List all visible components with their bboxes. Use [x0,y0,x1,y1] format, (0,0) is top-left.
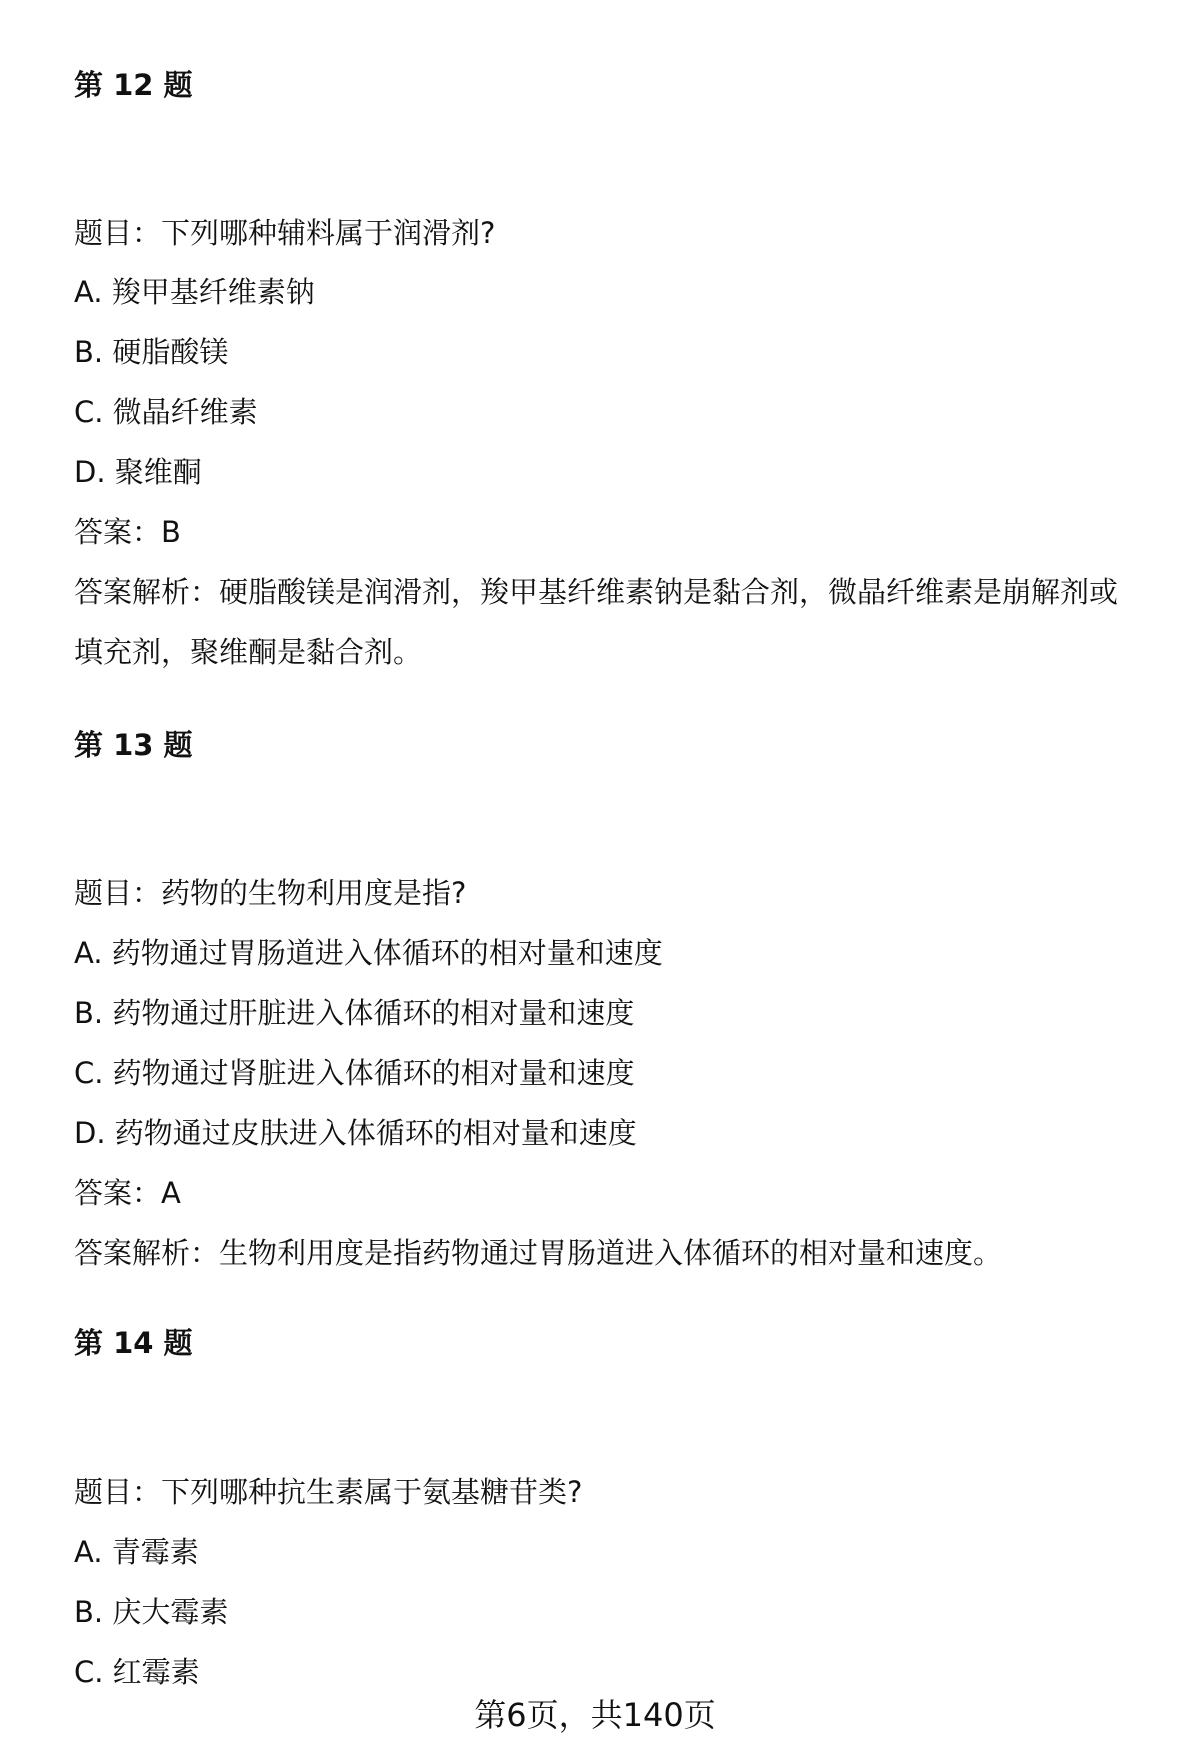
question-14-prompt: 题目：下列哪种抗生素属于氨基糖苷类? [74,1475,583,1509]
question-12-answer: 答案：B [74,515,181,549]
question-13-explanation-line-1: 答案解析：生物利用度是指药物通过胃肠道进入体循环的相对量和速度。 [74,1236,1003,1270]
page-number: 第6页，共140页 [474,1696,716,1734]
question-14-option-b: B. 庆大霉素 [74,1595,229,1629]
question-14-option-c: C. 红霉素 [74,1655,200,1689]
question-14-option-a: A. 青霉素 [74,1535,199,1569]
question-12-explanation-line-1: 答案解析：硬脂酸镁是润滑剂，羧甲基纤维素钠是黏合剂，微晶纤维素是崩解剂或 [74,575,1119,609]
question-12-option-b: B. 硬脂酸镁 [74,335,229,369]
question-13-option-c: C. 药物通过肾脏进入体循环的相对量和速度 [74,1056,635,1090]
question-12-prompt: 题目：下列哪种辅料属于润滑剂? [74,216,496,250]
question-13-answer: 答案：A [74,1176,181,1210]
question-13-heading: 第 13 题 [74,728,193,762]
question-13-option-b: B. 药物通过肝脏进入体循环的相对量和速度 [74,996,635,1030]
question-12-option-c: C. 微晶纤维素 [74,395,258,429]
question-14-heading: 第 14 题 [74,1326,193,1360]
question-12-option-a: A. 羧甲基纤维素钠 [74,275,315,309]
question-13-option-a: A. 药物通过胃肠道进入体循环的相对量和速度 [74,936,663,970]
question-13-option-d: D. 药物通过皮肤进入体循环的相对量和速度 [74,1116,637,1150]
question-12-option-d: D. 聚维酮 [74,455,202,489]
question-13-prompt: 题目：药物的生物利用度是指? [74,876,467,910]
question-12-heading: 第 12 题 [74,68,193,102]
question-12-explanation-line-2: 填充剂，聚维酮是黏合剂。 [74,635,423,669]
